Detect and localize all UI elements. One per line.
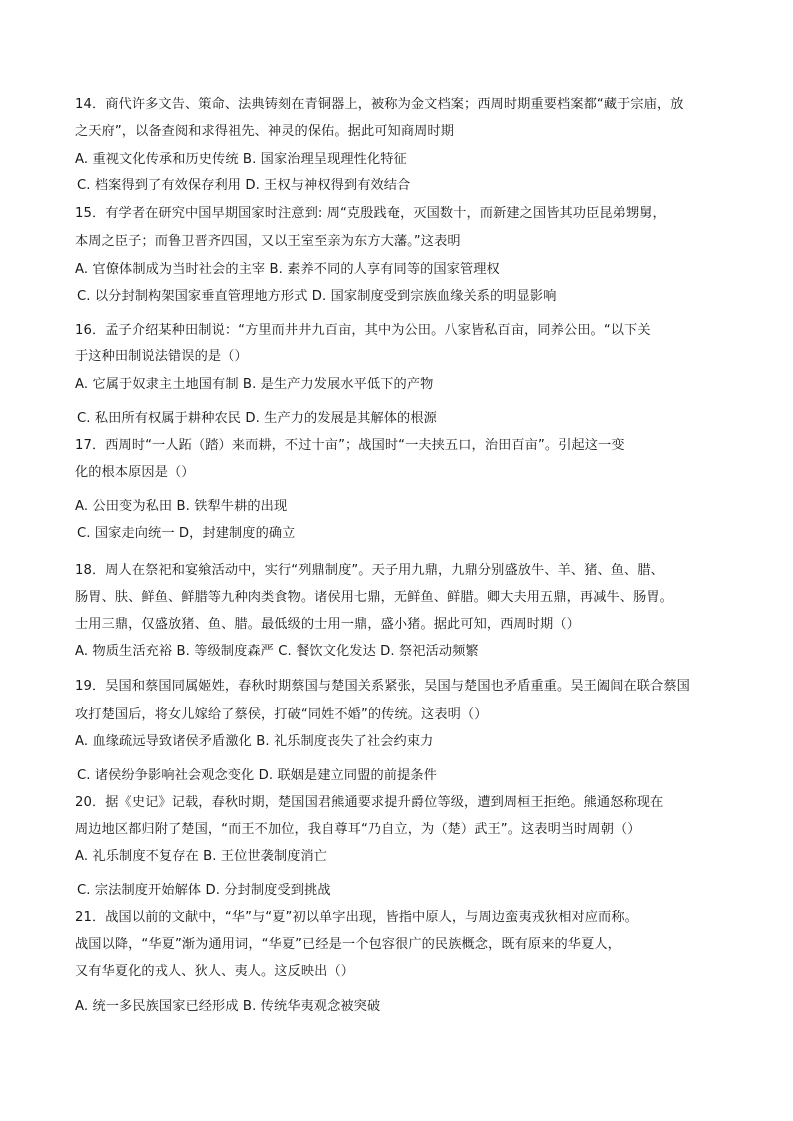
question-17-line-2: 化的根本原因是（）: [75, 465, 195, 480]
question-15-line-1: 15．有学者在研究中国早期国家时注意到: 周“克殷践奄，灭国数十，而新建之国皆其功臣昆弟甥舅，: [75, 206, 666, 221]
question-15-options-2: C. 以分封制构架国家垂直管理地方形式 D. 国家制度受到宗族血缘关系的明显影响: [77, 289, 557, 304]
question-16-options-2: C. 私田所有权属于耕种农民 D. 生产力的发展是其解体的根源: [77, 411, 437, 426]
question-17-options-1: A. 公田变为私田 B. 铁犁牛耕的出现: [75, 499, 288, 514]
question-19-options-2: C. 诸侯纷争影响社会观念变化 D. 联姻是建立同盟的前提条件: [77, 768, 437, 783]
question-16-options-1: A. 它属于奴隶主土地国有制 B. 是生产力发展水平低下的产物: [75, 377, 434, 392]
question-18-line-1: 18．周人在祭祀和宴飨活动中，实行“列鼎制度”。天子用九鼎，九鼎分别盛放牛、羊、猪、鱼、腊、: [75, 563, 664, 578]
question-15-options-1: A. 官僚体制成为当时社会的主宰 B. 素养不同的人享有同等的国家管理权: [75, 262, 500, 277]
question-20-options-1: A. 礼乐制度不复存在 B. 王位世袭制度消亡: [75, 849, 328, 864]
question-21-options-1: A. 统一多民族国家已经形成 B. 传统华夷观念被突破: [75, 999, 381, 1014]
question-17-options-2: C. 国家走向统一 D，封建制度的确立: [77, 526, 296, 541]
question-20-options-2: C. 宗法制度开始解体 D. 分封制度受到挑战: [77, 883, 331, 898]
question-19-options-1: A. 血缘疏远导致诸侯矛盾激化 B. 礼乐制度丧失了社会约束力: [75, 734, 434, 749]
question-20-line-2: 周边地区都归附了楚国，“而王不加位，我自尊耳“乃自立，为（楚）武王”。这表明当时周朝（）: [75, 822, 641, 837]
question-16-line-2: 于这种田制说法错误的是（）: [75, 349, 248, 364]
question-18-line-3: 士用三鼎，仅盛放猪、鱼、腊。最低级的士用一鼎，盛小猪。据此可知，西周时期（）: [75, 617, 580, 632]
question-15-line-2: 本周之臣子；而鲁卫晋齐四国，又以王室至亲为东方大藩。”这表明: [75, 234, 461, 249]
question-14-options-1: A. 重视文化传承和历史传统 B. 国家治理呈现理性化特征: [75, 152, 407, 167]
question-20-line-1: 20．据《史记》记载，春秋时期，楚国国君熊通要求提升爵位等级，遭到周桓王拒绝。熊通怒称现在: [75, 795, 664, 810]
question-18-line-2: 肠胃、肤、鲜鱼、鲜腊等九种肉类食物。诸侯用七鼎，无鲜鱼、鲜腊。卿大夫用五鼎，再减牛、肠胃。: [75, 590, 673, 605]
question-14-line-1: 14．商代许多文告、策命、法典铸刻在青铜器上，被称为金文档案；西周时期重要档案都“藏于宗庙，放: [75, 97, 684, 112]
question-19-line-1: 19．吴国和蔡国同属姬姓，春秋时期蔡国与楚国关系紧张，吴国与楚国也矛盾重重。吴王阖闾在联合蔡国: [75, 679, 690, 694]
question-18-options-1: A. 物质生活充裕 B. 等级制度森严 C. 餐饮文化发达 D. 祭祀活动频繁: [75, 644, 479, 659]
question-19-line-2: 攻打楚国后，将女儿嫁给了蔡侯，打破“同姓不婚”的传统。这表明（）: [75, 707, 488, 722]
question-16-line-1: 16．孟子介绍某种田制说：“方里而井井九百亩，其中为公田。八家皆私百亩，同养公田。“以下关: [75, 323, 651, 338]
question-21-line-2: 战国以降，“华夏”渐为通用词，“华夏”已经是一个包容很广的民族概念，既有原来的华夏人，: [75, 937, 621, 952]
question-14-line-2: 之天府”，以备查阅和求得祖先、神灵的保佑。据此可知商周时期: [75, 124, 454, 139]
question-14-options-2: C. 档案得到了有效保存利用 D. 王权与神权得到有效结合: [77, 178, 411, 193]
question-17-line-1: 17．西周时“一人跖（踏）来而耕，不过十亩”；战国时“一夫挟五口，治田百亩”。引起这一变: [75, 438, 625, 453]
question-21-line-3: 又有华夏化的戎人、狄人、夷人。这反映出（）: [75, 964, 355, 979]
question-21-line-1: 21．战国以前的文献中，“华”与“夏”初以单字出现，皆指中原人，与周边蛮夷戎狄相对应而称。: [75, 910, 638, 925]
